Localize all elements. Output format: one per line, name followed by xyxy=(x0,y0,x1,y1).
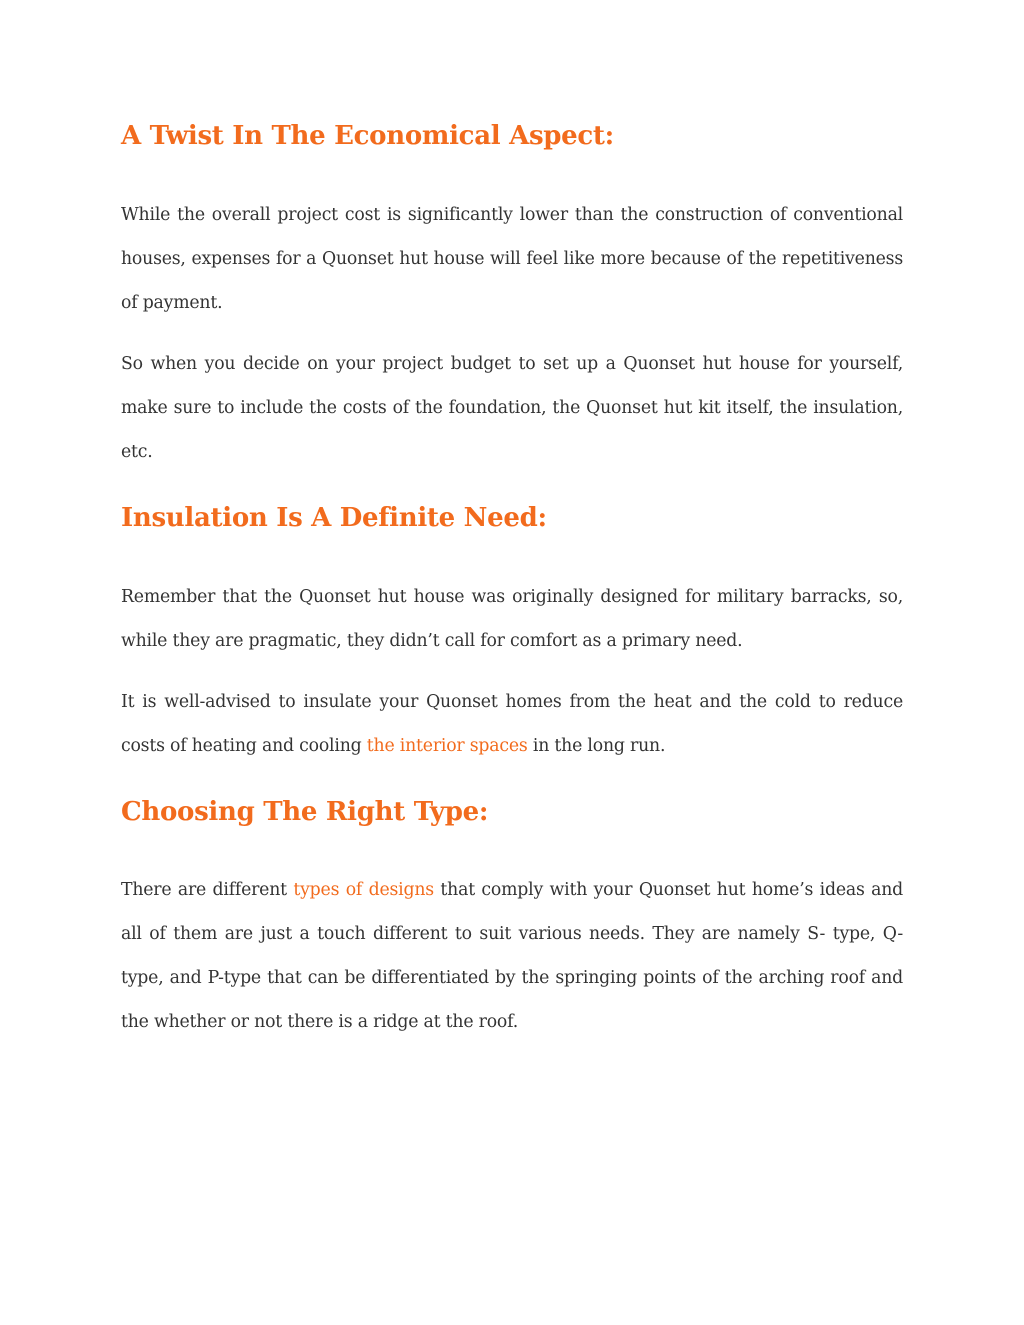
paragraph-military-barracks: Remember that the Quonset hut house was originally designed for military barracks, so, while they are pragmatic, they didn’t call for comfort as a primary need. xyxy=(121,587,903,651)
section-heading-right-type: Choosing The Right Type: xyxy=(121,797,489,827)
paragraph-project-cost: While the overall project cost is significantly lower than the construction of conventional houses, expenses for a Quonset hut house will feel like more because of the repetitiveness of payment. xyxy=(121,205,903,313)
section-heading-insulation: Insulation Is A Definite Need: xyxy=(121,503,547,533)
paragraph-text: that comply with your Quonset hut home’s ideas and all of them are just a touch different to suit various needs. They are namely S- type, Q-type, and P-type that can be differentiated by the springing points of the arching roof and the whether or not there is a ridge at the roof. xyxy=(121,880,904,1032)
link-types-of-designs[interactable]: types of designs xyxy=(293,880,434,900)
paragraph-types-of-designs xyxy=(121,868,903,1044)
paragraph-project-budget: So when you decide on your project budget to set up a Quonset hut house for yourself, make sure to include the costs of the foundation, the Quonset hut kit itself, the insulation, etc. xyxy=(121,354,903,462)
section-heading-economical-aspect: A Twist In The Economical Aspect: xyxy=(121,121,614,151)
paragraph-insulate-homes xyxy=(121,680,903,768)
link-interior-spaces[interactable]: the interior spaces xyxy=(366,736,528,756)
paragraph-text: in the long run. xyxy=(527,736,666,756)
paragraph-text: It is well-advised to insulate your Quonset homes from the heat and the cold to reduce costs of heating and cooling xyxy=(121,692,903,756)
paragraph-text: There are different xyxy=(121,880,294,900)
